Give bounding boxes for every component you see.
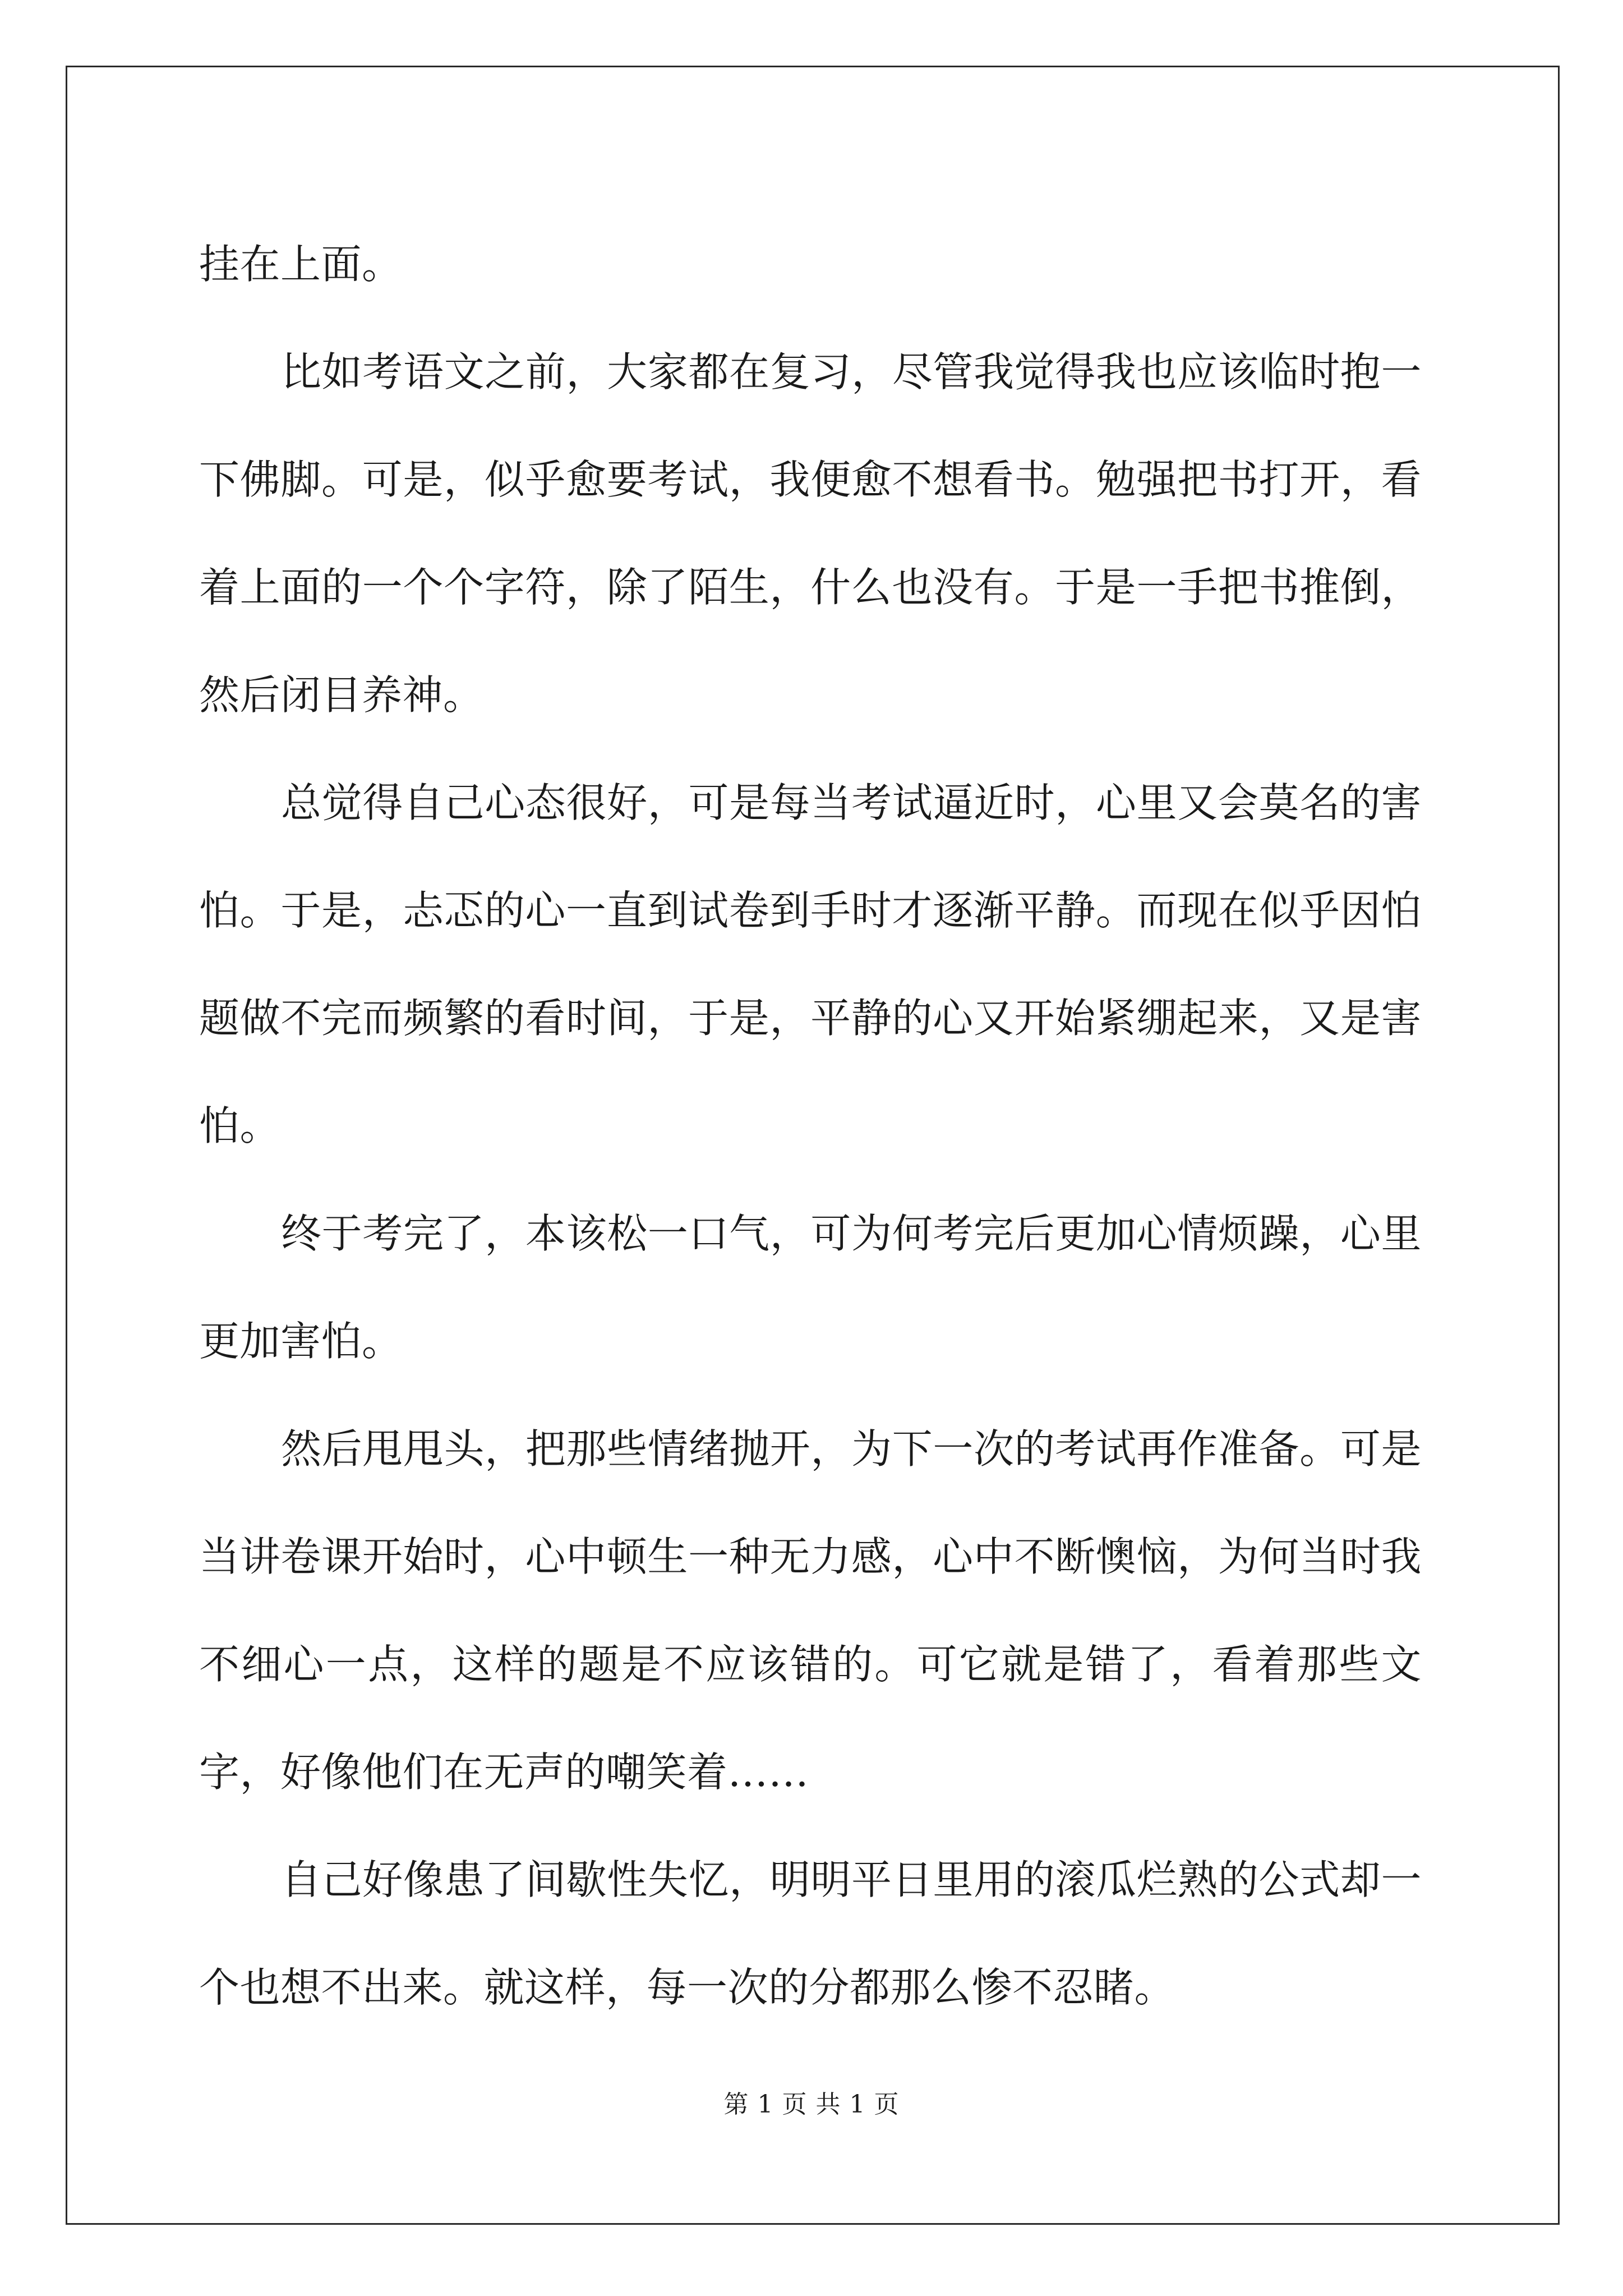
paragraph: 比如考语文之前，大家都在复习，尽管我觉得我也应该临时抱一下佛脚。可是，似乎愈要考试，我便愈不想看书。勉强把书打开，看着上面的一个个字符，除了陌生，什么也没有。于是一手把书推倒，然后闭目养神。 — [199, 348, 1422, 719]
document-body — [199, 210, 1422, 2041]
paragraph: 总觉得自己心态很好，可是每当考试逼近时，心里又会莫名的害怕。于是，忐忑的心一直到试卷到手时才逐渐平静。而现在似乎因怕题做不完而频繁的看时间，于是，平静的心又开始紧绷起来，又是害怕。 — [199, 779, 1422, 1149]
paragraph: 然后甩甩头，把那些情绪抛开，为下一次的考试再作准备。可是当讲卷课开始时，心中顿生一种无力感，心中不断懊恼，为何当时我不细心一点，这样的题是不应该错的。可它就是错了，看着那些文字，好像他们在无声的嘲笑着…… — [199, 1425, 1422, 1796]
paragraph-continuation: 挂在上面。 — [199, 241, 403, 288]
paragraph: 自己好像患了间歇性失忆，明明平日里用的滚瓜烂熟的公式却一个也想不出来。就这样，每一次的分都那么惨不忍睹。 — [199, 1856, 1422, 2011]
page-number-footer: 第 1 页 共 1 页 — [723, 2090, 900, 2119]
paragraph: 终于考完了，本该松一口气，可为何考完后更加心情烦躁，心里更加害怕。 — [199, 1210, 1422, 1365]
